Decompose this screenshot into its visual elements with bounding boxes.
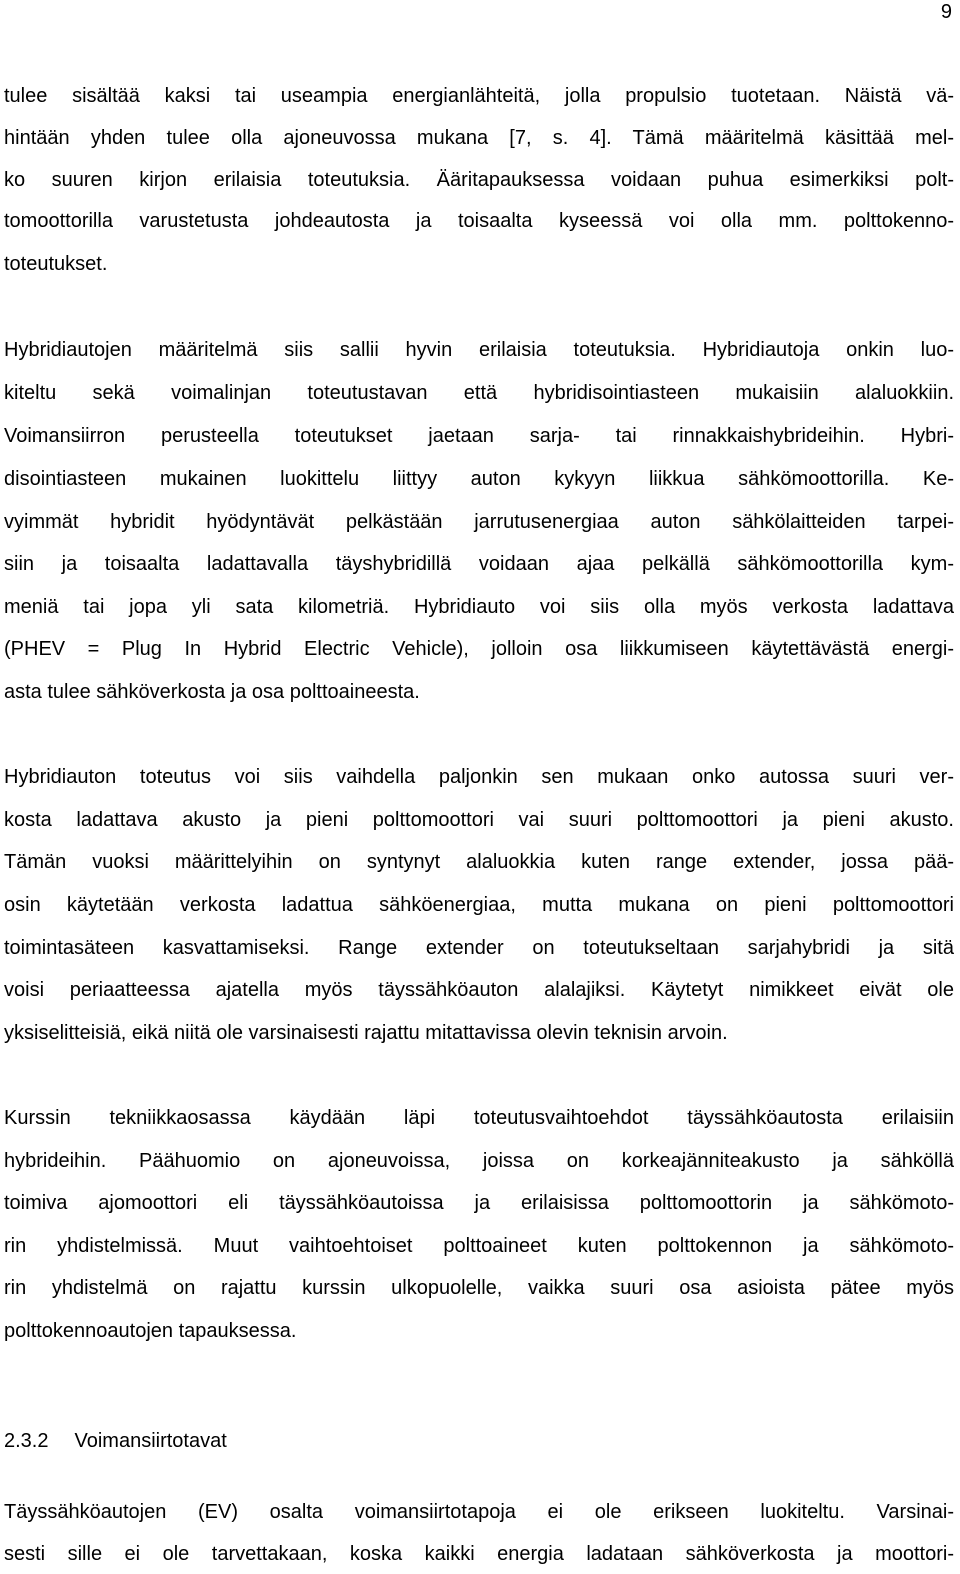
text-line: tulee sisältää kaksi tai useampia energianlähteitä, jolla propulsio tuotetaan. Näistä vä- xyxy=(4,85,954,107)
text-line: hybrideihin. Päähuomio on ajoneuvoissa, joissa on korkeajänniteakusto ja sähköllä xyxy=(4,1150,954,1172)
text-line: kosta ladattava akusto ja pieni polttomoottori vai suuri polttomoottori ja pieni akusto. xyxy=(4,809,954,831)
text-line: kiteltu sekä voimalinjan toteutustavan että hybridisointiasteen mukaisiin alaluokkiin. xyxy=(4,382,954,404)
text-line: yksiselitteisiä, eikä niitä ole varsinaisesti rajattu mitattavissa olevin teknisin arvoin. xyxy=(4,1022,728,1044)
section-number: 2.3.2 xyxy=(4,1430,49,1452)
text-line: tomoottorilla varustetusta johdeautosta ja toisaalta kyseessä voi olla mm. polttokenno- xyxy=(4,210,954,232)
section-title: Voimansiirtotavat xyxy=(74,1430,227,1452)
text-line: ko suuren kirjon erilaisia toteutuksia. Ääritapauksessa voidaan puhua esimerkiksi polt- xyxy=(4,169,954,191)
text-line: Täyssähköautojen (EV) osalta voimansiirtotapoja ei ole erikseen luokiteltu. Varsinai- xyxy=(4,1501,954,1523)
text-line: rin yhdistelmissä. Muut vaihtoehtoiset polttoaineet kuten polttokennon ja sähkömoto- xyxy=(4,1235,954,1257)
text-line: Voimansiirron perusteella toteutukset jaetaan sarja- tai rinnakkaishybrideihin. Hybri- xyxy=(4,425,954,447)
text-line: hintään yhden tulee olla ajoneuvossa mukana [7, s. 4]. Tämä määritelmä käsittää mel- xyxy=(4,127,954,149)
text-line: Hybridiauton toteutus voi siis vaihdella paljonkin sen mukaan onko autossa suuri ver- xyxy=(4,766,954,788)
text-line: siin ja toisaalta ladattavalla täyshybridillä voidaan ajaa pelkällä sähkömoottorilla kym- xyxy=(4,553,954,575)
text-line: rin yhdistelmä on rajattu kurssin ulkopuolelle, vaikka suuri osa asioista pätee myös xyxy=(4,1277,954,1299)
text-line: osin käytetään verkosta ladattua sähköenergiaa, mutta mukana on pieni polttomoottori xyxy=(4,894,954,916)
text-line: disointiasteen mukainen luokittelu liittyy auton kykyyn liikkua sähkömoottorilla. Ke- xyxy=(4,468,954,490)
text-line: (PHEV = Plug In Hybrid Electric Vehicle), jolloin osa liikkumiseen käytettävästä energi- xyxy=(4,638,954,660)
text-line: Kurssin tekniikkaosassa käydään läpi toteutusvaihtoehdot täyssähköautosta erilaisiin xyxy=(4,1107,954,1129)
text-line: vyimmät hybridit hyödyntävät pelkästään jarrutusenergiaa auton sähkölaitteiden tarpei- xyxy=(4,511,954,533)
text-line: asta tulee sähköverkosta ja osa polttoaineesta. xyxy=(4,681,420,703)
section-heading xyxy=(4,1429,954,1453)
text-line: sesti sille ei ole tarvettakaan, koska kaikki energia ladataan sähköverkosta ja moottori- xyxy=(4,1543,954,1565)
text-line: voisi periaatteessa ajatella myös täyssähköauton alalajiksi. Käytetyt nimikkeet eivät ole xyxy=(4,979,954,1001)
text-line: polttokennoautojen tapauksessa. xyxy=(4,1320,297,1342)
text-line: toimintasäteen kasvattamiseksi. Range extender on toteutukseltaan sarjahybridi ja sitä xyxy=(4,937,954,959)
text-line: Hybridiautojen määritelmä siis sallii hyvin erilaisia toteutuksia. Hybridiautoja onkin luo- xyxy=(4,339,954,361)
text-line: meniä tai jopa yli sata kilometriä. Hybridiauto voi siis olla myös verkosta ladattava xyxy=(4,596,954,618)
text-line: toimiva ajomoottori eli täyssähköautoissa ja erilaisissa polttomoottorin ja sähkömoto- xyxy=(4,1192,954,1214)
page-number: 9 xyxy=(940,1,952,23)
text-line: toteutukset. xyxy=(4,253,108,275)
text-line: Tämän vuoksi määrittelyihin on syntynyt alaluokkia kuten range extender, jossa pää- xyxy=(4,851,954,873)
